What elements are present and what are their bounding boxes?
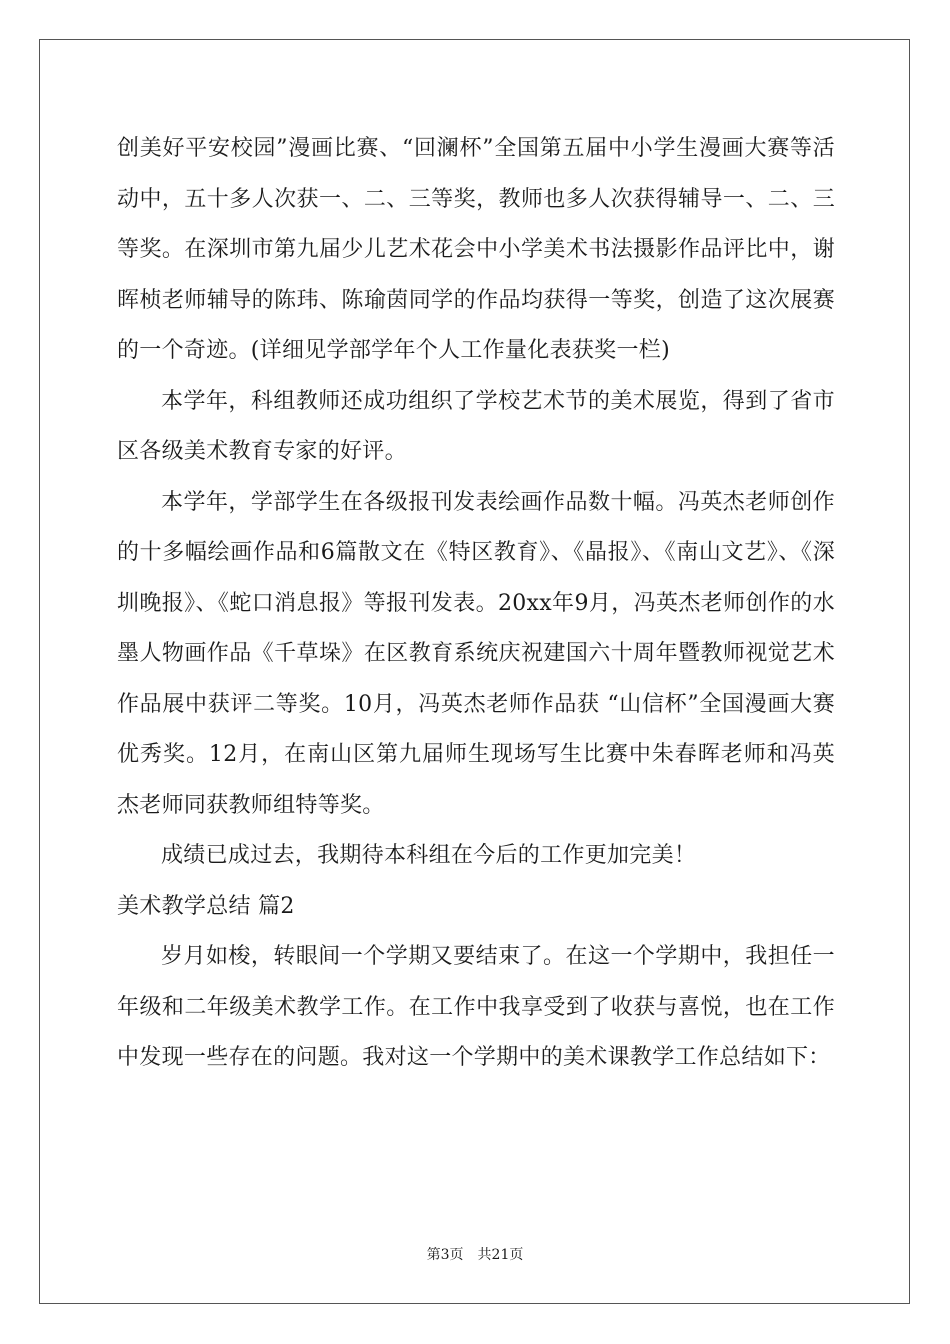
page-footer	[0, 1244, 950, 1264]
document-body	[117, 124, 835, 1084]
paragraph-section2-intro: 岁月如梭，转眼间一个学期又要结束了。在这一个学期中，我担任一年级和二年级美术教学工作。在工作中我享受到了收获与喜悦，也在工作中发现一些存在的问题。我对这一个学期中的美术课教学工作总结如下：	[117, 944, 835, 1070]
paragraph-publications: 本学年，学部学生在各级报刊发表绘画作品数十幅。冯英杰老师创作的十多幅绘画作品和6篇散文在《特区教育》、《晶报》、《南山文艺》、《深圳晚报》、《蛇口消息报》等报刊发表。20xx年9月，冯英杰老师创作的水墨人物画作品《千草垛》在区教育系统庆祝建国六十周年暨教师视觉艺术作品展中获评二等奖。10月，冯英杰老师作品获 “山信杯”全国漫画大赛优秀奖。12月，在南山区第九届师生现场写生比赛中朱春晖老师和冯英杰老师同获教师组特等奖。	[117, 489, 835, 818]
paragraph-awards-continued: 创美好平安校园”漫画比赛、“回澜杯”全国第五届中小学生漫画大赛等活动中，五十多人次获一、二、三等奖，教师也多人次获得辅导一、二、三等奖。在深圳市第九届少儿艺术花会中小学美术书法摄影作品评比中，谢晖桢老师辅导的陈玮、陈瑜茵同学的作品均获得一等奖，创造了这次展赛的一个奇迹。(详细见学部学年个人工作量化表获奖一栏)	[117, 136, 835, 363]
paragraph-closing: 成绩已成过去，我期待本科组在今后的工作更加完美！	[161, 843, 697, 868]
page-number: 第3页	[426, 1247, 464, 1263]
section-heading: 美术教学总结 篇2	[117, 893, 295, 919]
page-total: 共21页	[477, 1247, 524, 1263]
paragraph-art-festival: 本学年，科组教师还成功组织了学校艺术节的美术展览，得到了省市区各级美术教育专家的好评。	[117, 388, 835, 464]
